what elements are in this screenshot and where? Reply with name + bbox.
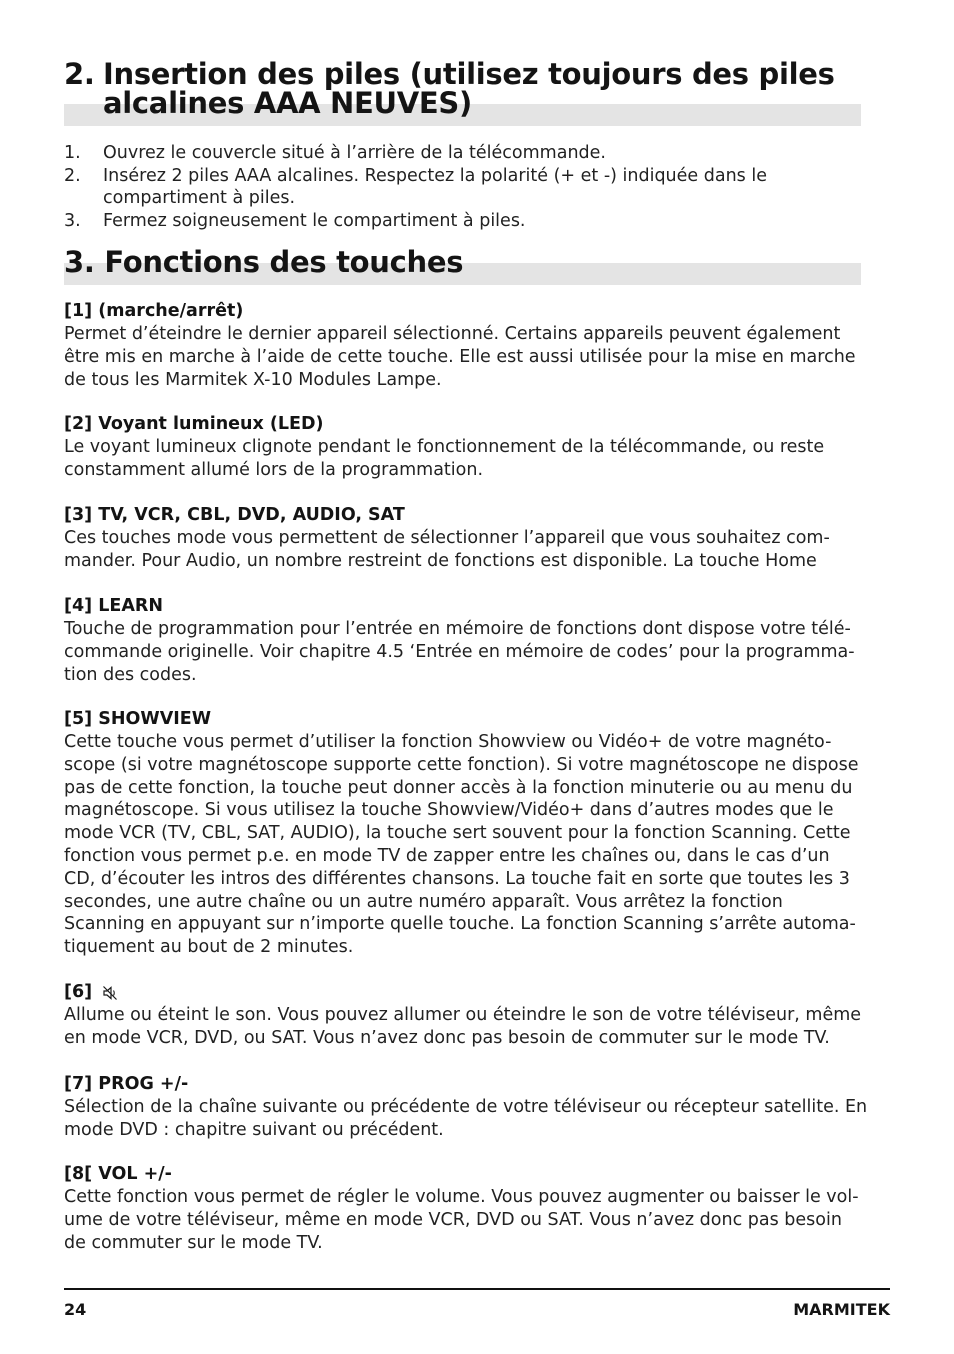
text-line: Allume ou éteint le son. Vous pouvez allumer ou éteindre le son de votre téléviseur, même — [64, 1005, 862, 1025]
text-line: Le voyant lumineux clignote pendant le fonctionnement de la télécommande, ou reste — [64, 437, 825, 457]
step-text: Ouvrez le couvercle situé à l’arrière de la télécommande. — [103, 143, 606, 163]
list-item — [64, 165, 861, 210]
key-description — [64, 527, 864, 573]
key-entry-8 — [64, 1163, 864, 1254]
text-line: Sélection de la chaîne suivante ou précédente de votre téléviseur ou récepteur satellite. En — [64, 1097, 868, 1117]
text-line: Cette touche vous permet d’utiliser la fonction Showview ou Vidéo+ de votre magnéto- — [64, 732, 832, 752]
text-line: tiquement au bout de 2 minutes. — [64, 937, 354, 958]
key-entry-7 — [64, 1073, 868, 1142]
key-description — [64, 1096, 868, 1142]
key-entry-1 — [64, 300, 864, 391]
text-line: secondes, une autre chaîne ou un autre numéro apparaît. Vous arrêtez la fonction — [64, 891, 783, 912]
brand-name: MARMITEK — [793, 1300, 890, 1319]
key-title: [7] PROG +/- — [64, 1074, 189, 1094]
text-line: mander. Pour Audio, un nombre restreint de fonctions est disponible. La touche Home — [64, 550, 817, 571]
section-3-heading — [64, 245, 861, 279]
text-line: mode VCR (TV, CBL, SAT, AUDIO), la touche sert souvent pour la fonction Scanning. Cette — [64, 823, 851, 844]
key-title: [1] (marche/arrêt) — [64, 301, 244, 321]
key-description — [64, 618, 864, 686]
footer-rule — [64, 1288, 890, 1290]
text-line: pas de cette fonction, la touche peut donner accès à la fonction minuterie ou au menu du — [64, 777, 853, 798]
text-line: scope (si votre magnétoscope supporte cette fonction). Si votre magnétoscope ne dispose — [64, 754, 859, 775]
key-title-row — [64, 981, 864, 1004]
text-line: être mis en marche à l’aide de cette touche. Elle est aussi utilisée pour la mise en marche — [64, 346, 856, 367]
text-line: commande originelle. Voir chapitre 4.5 ‘Entrée en mémoire de codes’ pour la programma- — [64, 641, 855, 662]
text-line: CD, d’écouter les intros des différentes chansons. La touche fait en sorte que toutes les 3 — [64, 868, 850, 889]
key-title: [6] — [64, 982, 93, 1002]
text-line: Scanning en appuyant sur n’importe quelle touche. La fonction Scanning s’arrête automa- — [64, 914, 856, 935]
key-entry-6 — [64, 981, 864, 1050]
key-entry-2 — [64, 413, 864, 482]
section-3-title: 3. Fonctions des touches — [64, 245, 464, 279]
key-title: [2] Voyant lumineux (LED) — [64, 414, 324, 434]
key-description — [64, 731, 864, 959]
text-line: de commuter sur le mode TV. — [64, 1232, 323, 1253]
list-item — [64, 142, 861, 165]
key-description — [64, 1004, 864, 1050]
page-number: 24 — [64, 1300, 87, 1319]
mute-icon — [102, 985, 118, 1001]
key-title: [8[ VOL +/- — [64, 1164, 172, 1184]
step-text: Insérez 2 piles AAA alcalines. Respectez la polarité (+ et -) indiquée dans le — [103, 165, 767, 186]
text-line: tion des codes. — [64, 664, 197, 685]
text-line: ume de votre téléviseur, même en mode VCR, DVD ou SAT. Vous n’avez donc pas besoin — [64, 1209, 842, 1230]
step-number: 3. — [64, 210, 81, 231]
text-line: constamment allumé lors de la programmation. — [64, 459, 484, 480]
list-item — [64, 210, 861, 233]
section-2-heading — [64, 57, 861, 120]
text-line: mode DVD : chapitre suivant ou précédent. — [64, 1119, 444, 1140]
section-2-number: 2. — [64, 57, 95, 91]
battery-steps-list — [64, 142, 861, 232]
text-line: de tous les Marmitek X-10 Modules Lampe. — [64, 369, 442, 390]
section-2-title-line2: alcalines AAA NEUVES) — [103, 86, 472, 120]
text-line: en mode VCR, DVD, ou SAT. Vous n’avez donc pas besoin de commuter sur le mode TV. — [64, 1027, 830, 1048]
text-line: fonction vous permet p.e. en mode TV de zapper entre les chaînes ou, dans le cas d’un — [64, 845, 830, 866]
text-line: Permet d’éteindre le dernier appareil sélectionné. Certains appareils peuvent également — [64, 324, 841, 344]
key-description — [64, 323, 864, 391]
key-entry-5 — [64, 708, 864, 959]
key-description — [64, 1186, 864, 1254]
text-line: Touche de programmation pour l’entrée en mémoire de fonctions dont dispose votre télé- — [64, 619, 851, 639]
key-description — [64, 436, 864, 482]
step-number: 2. — [64, 165, 81, 186]
key-entry-4 — [64, 595, 864, 686]
section-2-title-line1: Insertion des piles (utilisez toujours des piles — [103, 57, 835, 91]
key-title: [4] LEARN — [64, 596, 164, 616]
key-title: [3] TV, VCR, CBL, DVD, AUDIO, SAT — [64, 505, 405, 525]
text-line: Ces touches mode vous permettent de sélectionner l’appareil que vous souhaitez com- — [64, 528, 830, 548]
key-title: [5] SHOWVIEW — [64, 709, 212, 729]
step-text: Fermez soigneusement le compartiment à piles. — [103, 210, 526, 231]
key-entry-3 — [64, 504, 864, 573]
step-number: 1. — [64, 143, 81, 163]
text-line: magnétoscope. Si vous utilisez la touche Showview/Vidéo+ dans d’autres modes que le — [64, 800, 834, 821]
text-line: Cette fonction vous permet de régler le volume. Vous pouvez augmenter ou baisser le vol- — [64, 1187, 859, 1207]
step-text: compartiment à piles. — [103, 188, 296, 209]
